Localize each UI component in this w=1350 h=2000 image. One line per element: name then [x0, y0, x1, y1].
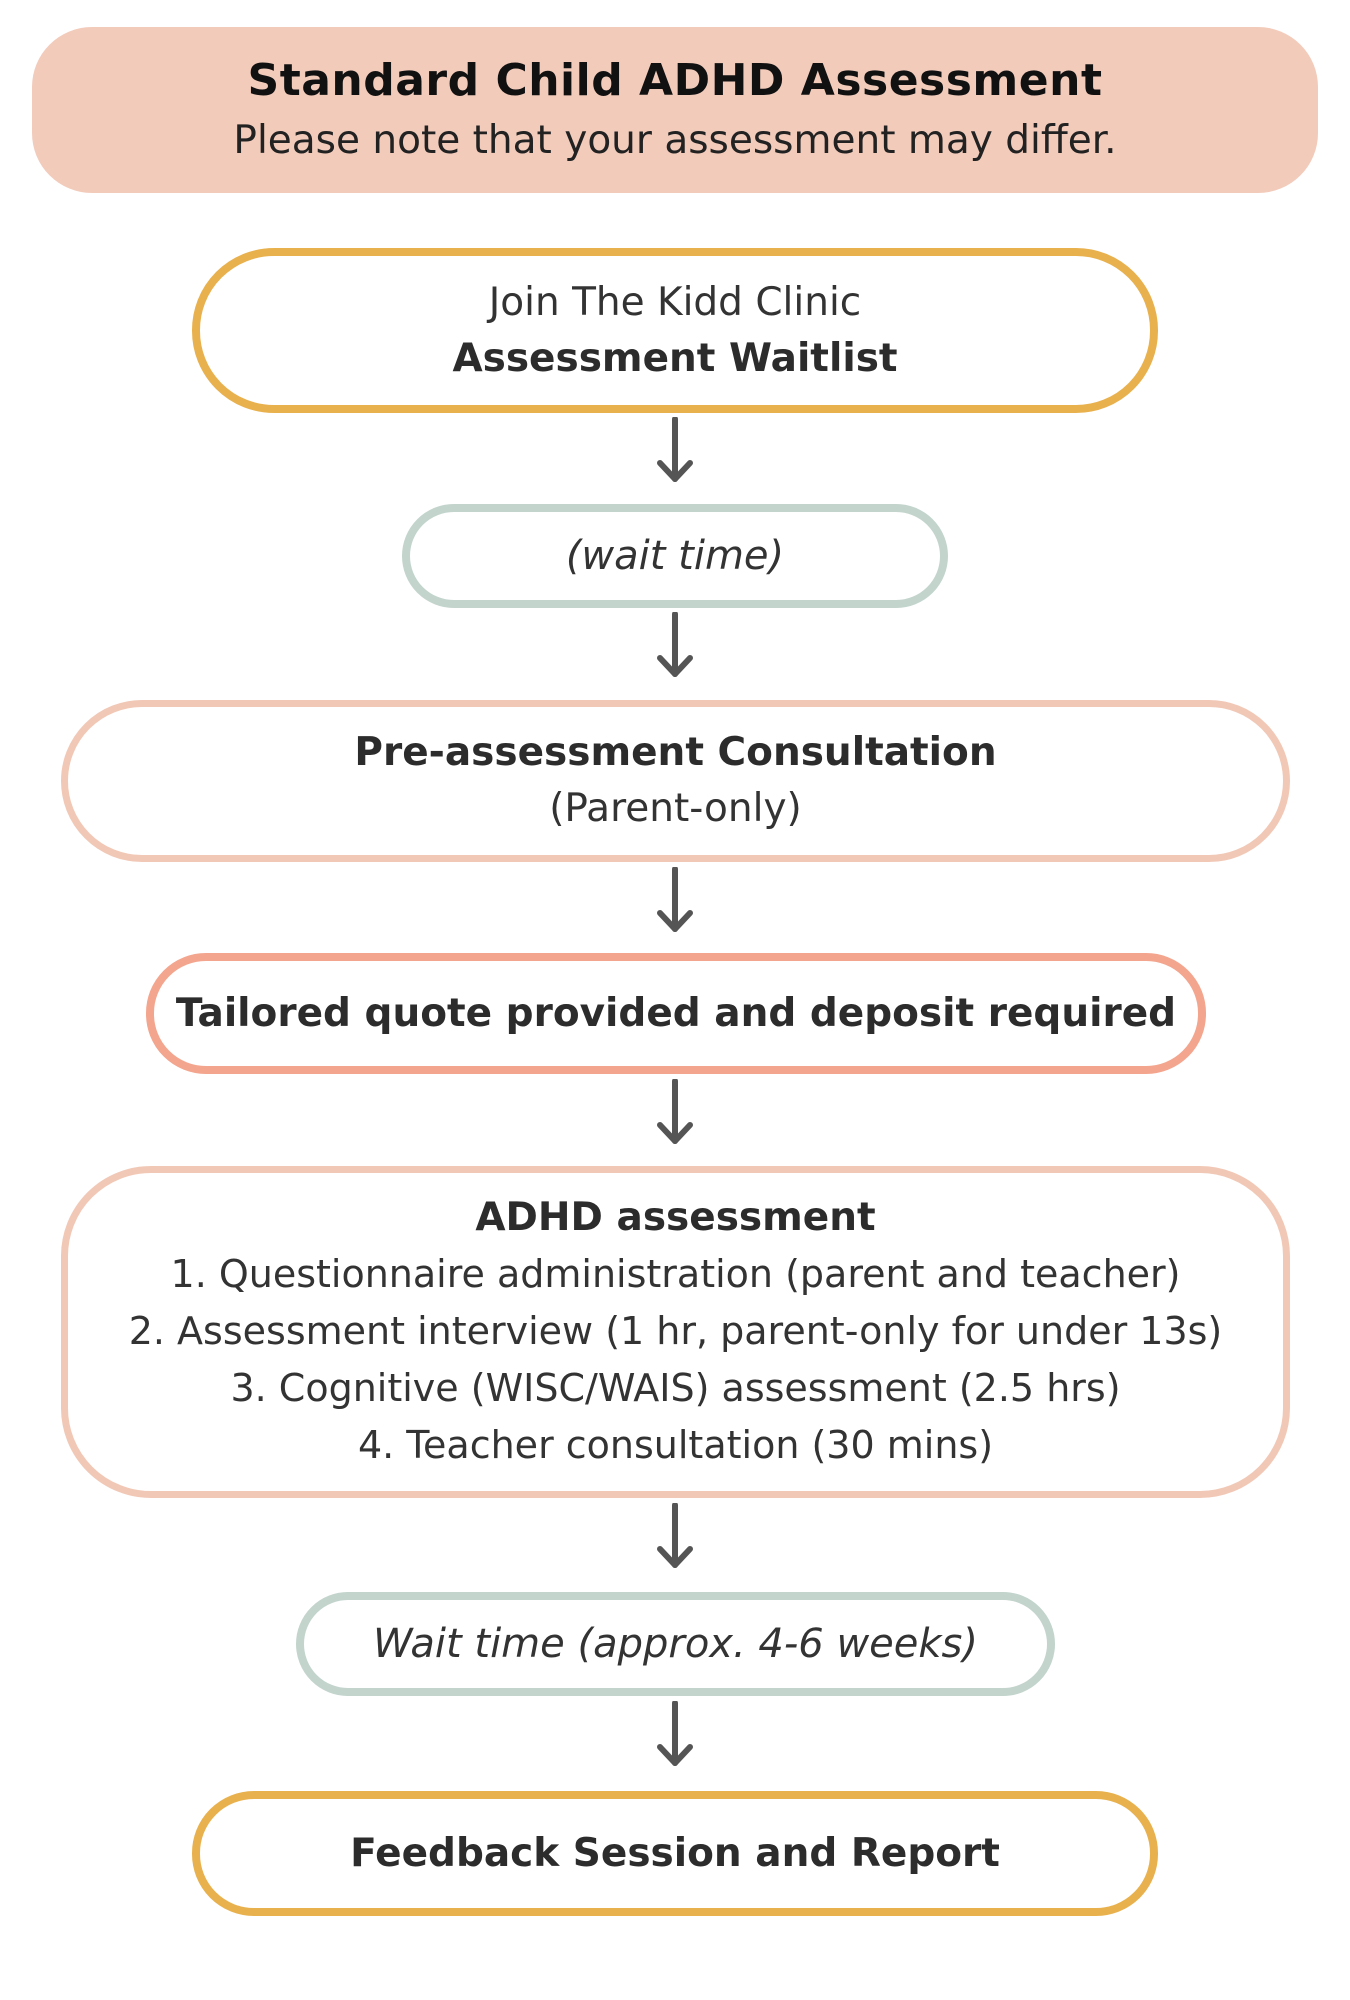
assessment-item-questionnaire: 1. Questionnaire administration (parent and teacher) — [170, 1252, 1181, 1296]
page-title: Standard Child ADHD Assessment — [247, 55, 1103, 106]
page-subtitle: Please note that your assessment may differ. — [233, 118, 1117, 163]
step-feedback-report-label: Feedback Session and Report — [350, 1830, 1000, 1876]
step-report-wait-label: Wait time (approx. 4-6 weeks) — [373, 1621, 978, 1667]
step-quote-deposit-label: Tailored quote provided and deposit required — [175, 990, 1177, 1036]
arrow-down-icon — [655, 867, 695, 935]
arrow-down-icon — [655, 1503, 695, 1571]
step-join-waitlist-line1: Join The Kidd Clinic — [488, 279, 862, 325]
assessment-item-interview: 2. Assessment interview (1 hr, parent-only for under 13s) — [128, 1309, 1223, 1353]
header-banner — [32, 27, 1318, 193]
arrow-down-icon — [655, 612, 695, 680]
step-feedback-report — [192, 1791, 1158, 1916]
step-join-waitlist — [192, 248, 1158, 413]
step-report-wait — [296, 1592, 1055, 1696]
step-pre-assessment-title: Pre-assessment Consultation — [354, 730, 997, 775]
step-wait-time — [402, 504, 948, 608]
assessment-item-cognitive: 3. Cognitive (WISC/WAIS) assessment (2.5 hrs) — [230, 1366, 1121, 1410]
assessment-item-teacher: 4. Teacher consultation (30 mins) — [357, 1423, 994, 1467]
step-adhd-assessment-title: ADHD assessment — [475, 1195, 876, 1240]
arrow-down-icon — [655, 417, 695, 485]
step-pre-assessment — [61, 700, 1290, 862]
step-pre-assessment-note: (Parent-only) — [549, 786, 802, 831]
step-adhd-assessment — [61, 1166, 1290, 1498]
step-quote-deposit — [146, 953, 1206, 1074]
step-join-waitlist-line2: Assessment Waitlist — [452, 335, 898, 381]
arrow-down-icon — [655, 1079, 695, 1147]
arrow-down-icon — [655, 1701, 695, 1769]
step-wait-time-label: (wait time) — [565, 533, 785, 579]
